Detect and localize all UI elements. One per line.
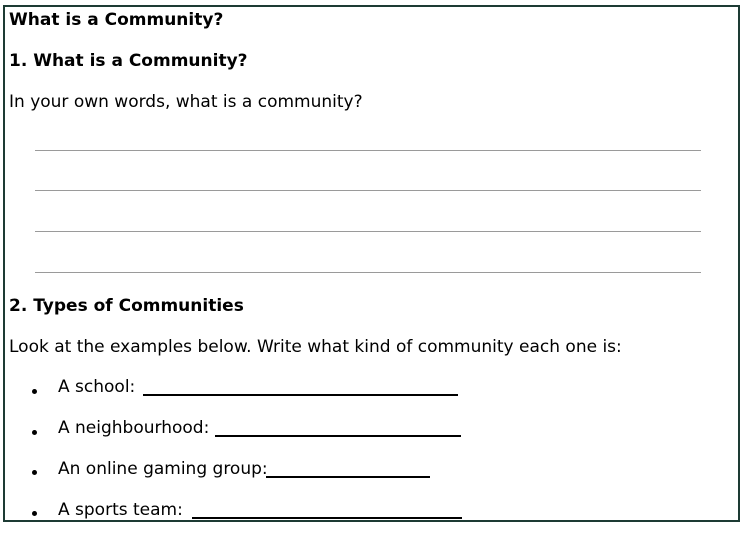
fill-in-blank[interactable] [143, 394, 458, 396]
bullet-icon [32, 470, 37, 475]
answer-line[interactable] [35, 231, 701, 232]
worksheet-frame [3, 5, 740, 522]
bullet-icon [32, 430, 37, 435]
list-item-label: A school: [58, 377, 136, 397]
answer-line[interactable] [35, 272, 701, 273]
fill-in-blank[interactable] [215, 435, 461, 437]
worksheet-title: What is a Community? [9, 10, 224, 30]
fill-in-blank[interactable] [266, 476, 430, 478]
fill-in-blank[interactable] [192, 517, 462, 519]
section-1-prompt: In your own words, what is a community? [9, 92, 363, 112]
answer-line[interactable] [35, 190, 701, 191]
section-2-prompt: Look at the examples below. Write what kind of community each one is: [9, 337, 622, 357]
bullet-icon [32, 511, 37, 516]
answer-line[interactable] [35, 150, 701, 151]
list-item-label: A neighbourhood: [58, 418, 210, 438]
section-2-heading: 2. Types of Communities [9, 296, 244, 316]
bullet-icon [32, 389, 37, 394]
list-item-label: An online gaming group: [58, 459, 268, 479]
section-1-heading: 1. What is a Community? [9, 51, 248, 71]
list-item-label: A sports team: [58, 500, 183, 520]
